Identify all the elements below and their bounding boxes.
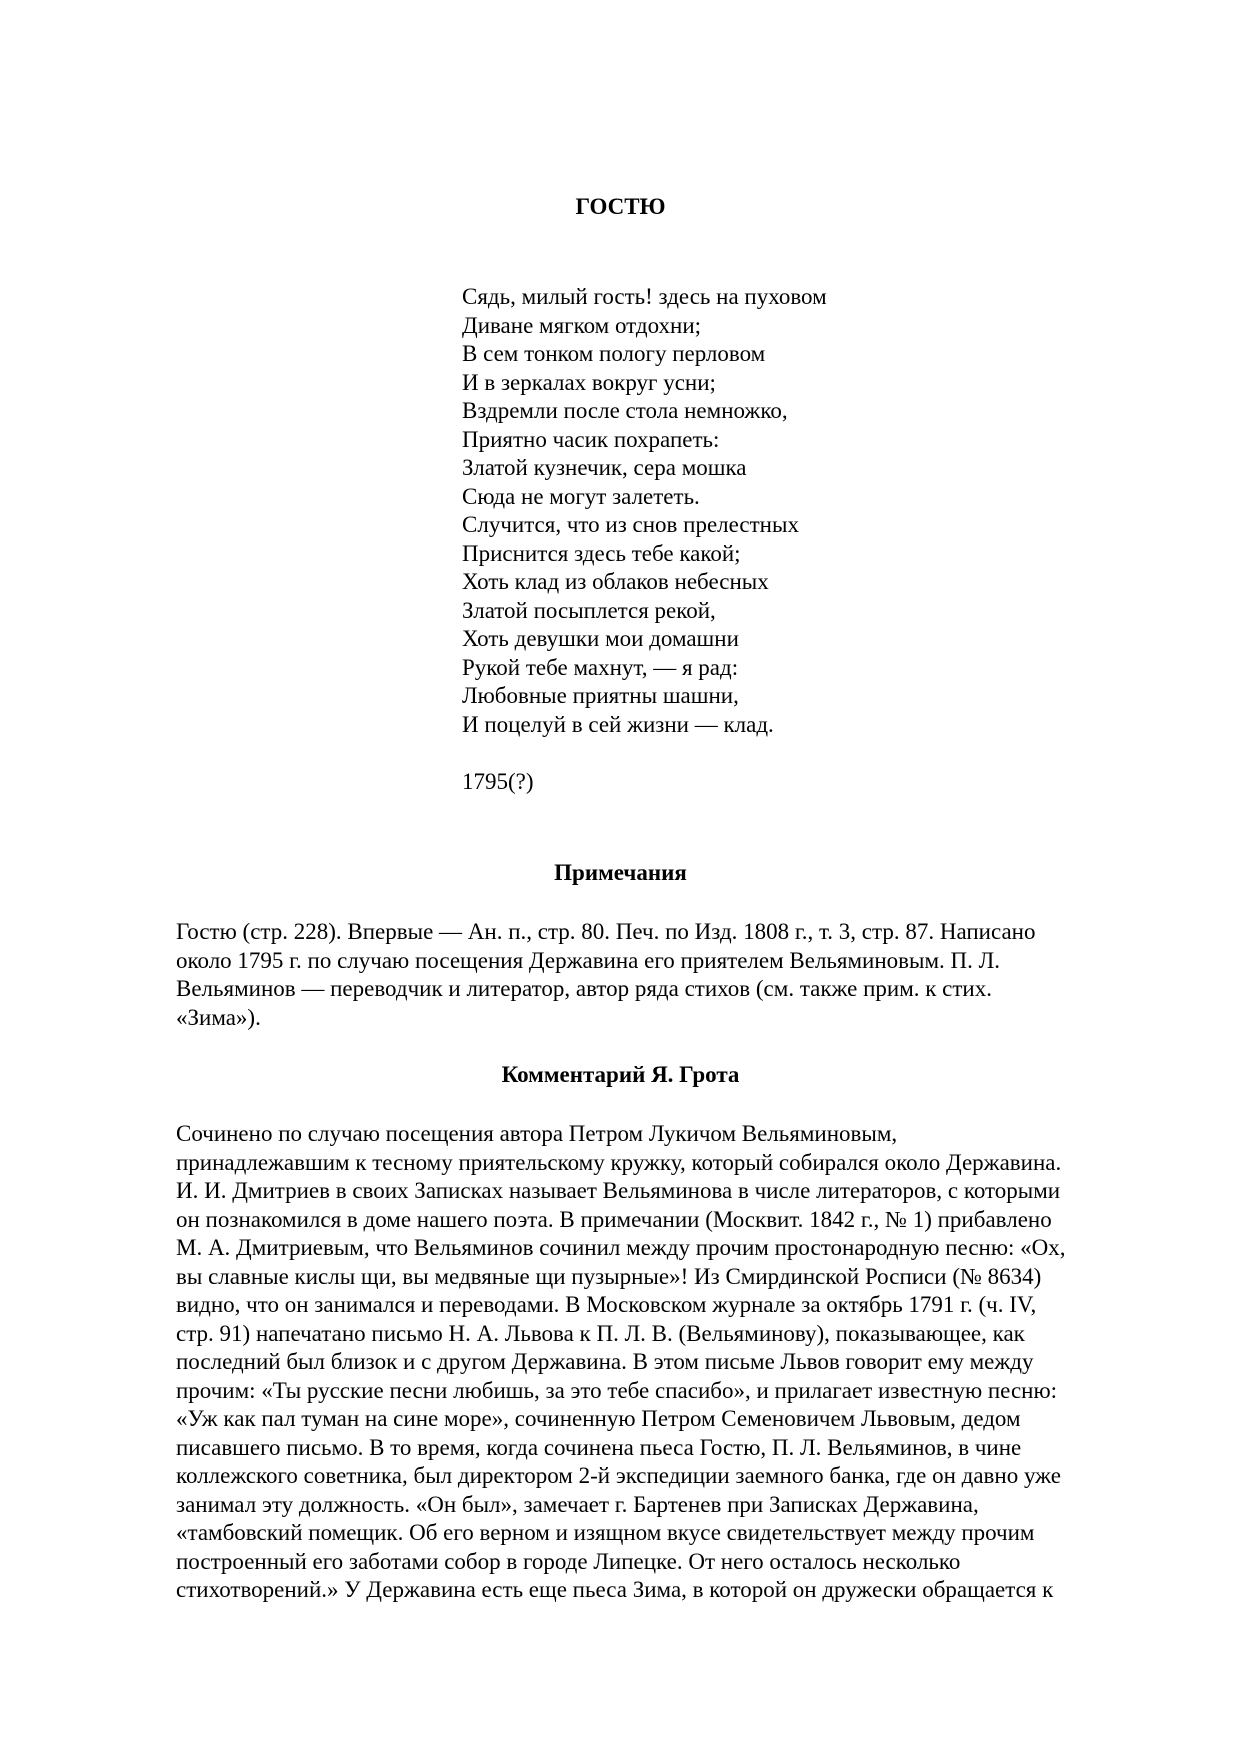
commentary-line: вы славные кислы щи, вы медвяные щи пузырные»! Из Смирдинской Росписи (№ 8634) xyxy=(176,1263,1042,1289)
commentary-line: прочим: «Ты русские песни любишь, за это тебе спасибо», и прилагает известную песню: xyxy=(176,1377,1058,1403)
poem-line: Любовные приятны шашни, xyxy=(462,683,739,708)
poem-line: Приятно часик похрапеть: xyxy=(462,426,720,452)
poem-line: И в зеркалах вокруг усни; xyxy=(462,369,716,395)
commentary-line: коллежского советника, был директором 2-й экспедиции заемного банка, где он давно уже xyxy=(176,1463,1061,1488)
poem-stanza xyxy=(462,283,1022,739)
commentary-line: построенный его заботами собор в городе Липецке. От него осталось несколько xyxy=(176,1548,961,1574)
commentary-line: «Уж как пал туман на сине море», сочиненную Петром Семеновичем Львовым, дедом xyxy=(176,1406,1021,1431)
commentary-line: занимал эту должность. «Он был», замечает г. Бартенев при Записках Державина, xyxy=(176,1491,979,1517)
poem-line: Златой кузнечик, сера мошка xyxy=(462,455,747,480)
commentary-paragraph xyxy=(176,1120,1146,1605)
notes-line: около 1795 г. по случаю посещения Державина его приятелем Вельяминовым. П. Л. xyxy=(176,947,1000,973)
commentary-line: писавшего письмо. В то время, когда сочинена пьеса Гостю, П. Л. Вельяминов, в чине xyxy=(176,1434,1022,1460)
poem-line: И поцелуй в сей жизни — клад. xyxy=(462,711,774,737)
commentary-line: принадлежавшим к тесному приятельскому кружку, который собирался около Державина. xyxy=(176,1149,1062,1175)
poem-line: В сем тонком пологу перловом xyxy=(462,341,766,366)
poem-line: Сюда не могут залететь. xyxy=(462,483,700,509)
poem-line: Рукой тебе махнут, — я рад: xyxy=(462,654,739,680)
poem-line: Хоть девушки мои домашни xyxy=(462,626,739,651)
poem-title: ГОСТЮ xyxy=(575,194,666,219)
commentary-line: стихотворений.» У Державина есть еще пьеса Зима, в которой он дружески обращается к xyxy=(176,1577,1054,1602)
commentary-line: И. И. Дмитриев в своих Записках называет Вельяминова в числе литераторов, с которыми xyxy=(176,1178,1061,1203)
commentary-line: он познакомился в доме нашего поэта. В примечании (Москвит. 1842 г., № 1) прибавлено xyxy=(176,1206,1052,1232)
notes-line: Гостю (стр. 228). Впервые — Ан. п., стр. 80. Печ. по Изд. 1808 г., т. 3, стр. 87. Написано xyxy=(176,919,1036,944)
notes-line: «Зима»). xyxy=(176,1004,261,1030)
poem-line: Вздремли после стола немножко, xyxy=(462,398,788,423)
commentary-heading: Комментарий Я. Грота xyxy=(501,1062,740,1087)
commentary-line: стр. 91) напечатано письмо Н. А. Львова к П. Л. В. (Вельяминову), показывающее, как xyxy=(176,1320,1025,1346)
poem-line: Случится, что из снов прелестных xyxy=(462,512,799,537)
commentary-line: М. А. Дмитриевым, что Вельяминов сочинил между прочим простонародную песню: «Ох, xyxy=(176,1235,1066,1260)
poem-date: 1795(?) xyxy=(462,769,534,794)
commentary-line: Сочинено по случаю посещения автора Петром Лукичом Вельяминовым, xyxy=(176,1121,898,1146)
notes-line: Вельяминов — переводчик и литератор, автор ряда стихов (см. также прим. к стих. xyxy=(176,976,992,1001)
poem-line: Златой посыплется рекой, xyxy=(462,597,716,623)
commentary-line: «тамбовский помещик. Об его верном и изящном вкусе свидетельствует между прочим xyxy=(176,1520,1035,1545)
poem-line: Хоть клад из облаков небесных xyxy=(462,569,769,594)
notes-heading: Примечания xyxy=(554,860,687,885)
poem-line: Приснится здесь тебе какой; xyxy=(462,540,741,566)
commentary-line: последний был близок и с другом Державина. В этом письме Львов говорит ему между xyxy=(176,1349,1034,1374)
commentary-line: видно, что он занимался и переводами. В Московском журнале за октябрь 1791 г. (ч. IV, xyxy=(176,1292,1037,1317)
notes-paragraph xyxy=(176,918,1146,1032)
poem-line: Сядь, милый гость! здесь на пуховом xyxy=(462,284,827,309)
poem-line: Диване мягком отдохни; xyxy=(462,312,702,338)
